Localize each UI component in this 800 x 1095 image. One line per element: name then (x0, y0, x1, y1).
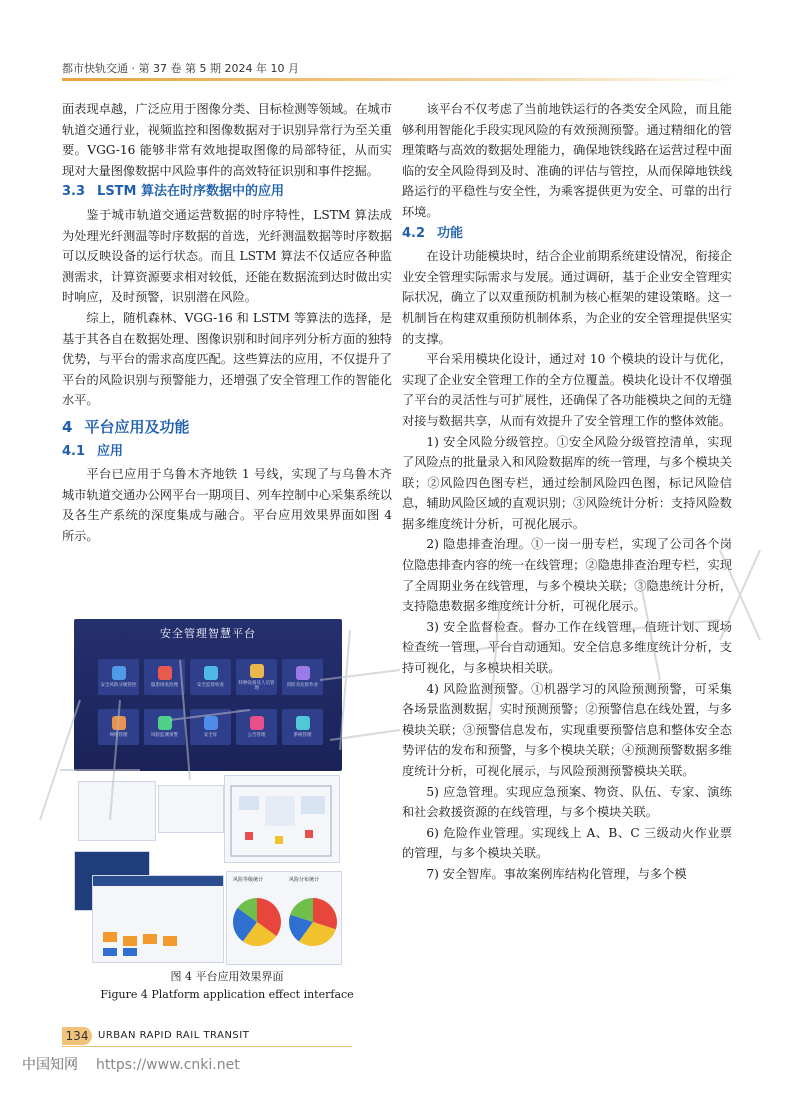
module-icon (204, 666, 218, 680)
list-item: 5) 应急管理。实现应急预案、物资、队伍、专家、演练和社会救援资源的在线管理，与多个模块关联。 (402, 784, 732, 820)
module-label: 安全风险分级管控 (100, 683, 137, 688)
module-icon (250, 664, 264, 678)
screenshot-table (92, 875, 224, 963)
running-header: 都市快轨交通 · 第 37 卷 第 5 期 2024 年 10 月 (62, 62, 299, 75)
paragraph: 综上，随机森林、VGG-16 和 LSTM 等算法的选择，是基于其各自在数据处理、图像识别和时间序列分析方面的独特优势，与平台的需求高度匹配。这些算法的应用，不仅提升了平台的风险识别与预警能力，还增强了安全管理工作的智能化水平。 (62, 310, 392, 408)
floorplan-graphic (225, 776, 339, 862)
site-name: 中国知网 (22, 1057, 78, 1073)
module-icon (158, 666, 172, 680)
module-icon (204, 716, 218, 730)
page-number: 134 (62, 1027, 92, 1045)
section-heading-4-1: 4.1 应用 (62, 443, 124, 459)
header-rule (62, 78, 738, 81)
list-item: 1) 安全风险分级管控。①安全风险分级管控清单，实现了风险点的批量录入和风险数据库的统一管理，与多个模块关联；②风险四色图专栏，通过绘制风险四色图，标记风险信息，辅助风险区域的直观识别；③风险统计分析：支持风险数据多维度统计分析，可视化展示。 (402, 434, 732, 531)
module-label: 网络管理 (109, 733, 128, 738)
section-heading-4-2: 4.2 功能 (402, 225, 464, 241)
right-column (402, 99, 732, 885)
module-tile[interactable] (98, 709, 139, 745)
module-tile[interactable] (282, 709, 323, 745)
module-icon (112, 716, 126, 730)
module-label: 特种设备及人员管理 (238, 680, 275, 691)
module-label: 安全库 (203, 733, 218, 738)
figure-4 (74, 619, 342, 964)
platform-dashboard-screenshot (74, 619, 342, 771)
module-tile[interactable] (144, 709, 185, 745)
module-tile[interactable] (236, 709, 277, 745)
section-heading-4: 4 平台应用及功能 (62, 417, 190, 436)
section-heading-3-3: 3.3 LSTM 算法在时序数据中的应用 (62, 184, 285, 200)
cnki-footer (22, 1054, 240, 1074)
journal-name-en: URBAN RAPID RAIL TRANSIT (98, 1030, 250, 1041)
footer-rule (62, 1046, 352, 1047)
paragraph: 在设计功能模块时，结合企业前期系统建设情况，衔接企业安全管理实际需求与发展。通过调研，基于企业安全管理实际状况，确立了以双重预防机制为核心框架的建设策略。这一机制旨在构建双重预防机制体系，为企业的安全管理提供坚实的支撑。 (402, 249, 732, 346)
paragraph: 面表现卓越，广泛应用于图像分类、目标检测等领域。在城市轨道交通行业，视频监控和图像数据对于识别异常行为至关重要。VGG-16 能够非常有效地提取图像的局部特征，从而实现对大量图像数据中风险事件的高效特征识别和事件挖掘。 (62, 102, 392, 178)
module-tile[interactable] (190, 709, 231, 745)
figure-caption-en: Figure 4 Platform application effect interface (100, 988, 354, 1001)
dashboard-title: 安全管理智慧平台 (160, 627, 256, 640)
module-label: 风险监测预警 (151, 733, 178, 738)
module-label: 系统管理 (293, 733, 312, 738)
paragraph: 平台已应用于乌鲁木齐地铁 1 号线，实现了与乌鲁木齐城市轨道交通办公网平台一期项目、列车控制中心采集系统以及各生产系统的深度集成与融合。平台应用效果界面如图 4 所示。 (62, 467, 392, 543)
list-item: 4) 风险监测预警。①机器学习的风险预测预警，可采集各场景监测数据，实时预测预警；②预警信息在线处置，与多模块关联；③预警信息发布，实现重要预警信息和整体安全态势评估的发布和预警，与多个模块关联；④预测预警数据多维度统计分析，可视化展示，与风险预测预警模块关联。 (402, 681, 732, 778)
screenshot-login (78, 781, 156, 841)
screenshot-list (158, 785, 224, 833)
screenshot-pie-charts: 风险等级统计 风险分布统计 (226, 871, 342, 965)
paragraph: 鉴于城市轨道交通运营数据的时序特性，LSTM 算法成为处理光纤测温等时序数据的首选，光纤测温数据等时序数据可以反映设备的运行状态。而且 LSTM 算法不仅适应各种监测需求，计算资源要求相对较低，还能在数据流到达时做出实时响应，及时预警，识别潜在风险。 (62, 207, 392, 305)
platform-detail-screenshots (74, 775, 342, 965)
paragraph: 平台采用模块化设计，通过对 10 个模块的设计与优化，实现了企业安全管理工作的全方位覆盖。模块化设计不仅增强了平台的灵活性与可扩展性，还确保了各功能模块之间的无缝对接与数据共享，从而有效提升了安全管理工作的整体效能。 (402, 352, 732, 428)
left-column (62, 99, 392, 546)
screenshot-floorplan (224, 775, 340, 863)
module-tile[interactable] (98, 659, 139, 695)
pie-charts (227, 872, 341, 964)
module-icon (112, 666, 126, 680)
module-tile[interactable] (282, 659, 323, 695)
figure-caption-cn: 图 4 平台应用效果界面 (170, 970, 284, 983)
page-footer (62, 1027, 362, 1045)
list-item: 3) 安全监督检查。督办工作在线管理，值班计划、现场检查统一管理，平台自动通知。安全信息多维度统计分析，支持可视化，与多模块相关联。 (402, 619, 732, 676)
module-icon (296, 666, 310, 680)
list-item: 6) 危险作业管理。实现线上 A、B、C 三级动火作业票的管理，与多个模块关联。 (402, 825, 732, 861)
module-tile[interactable] (190, 659, 231, 695)
bar-graphic (93, 876, 223, 962)
module-label: 安全监督检查 (197, 683, 224, 688)
module-icon (158, 716, 172, 730)
module-tile[interactable] (144, 659, 185, 695)
module-label: 消防及危险作业 (286, 683, 319, 688)
paragraph: 该平台不仅考虑了当前地铁运行的各类安全风险，而且能够利用智能化手段实现风险的有效预测预警。通过精细化的管理策略与高效的数据处理能力，确保地铁线路在运营过程中面临的安全风险得到及时、准确的评估与管控，从而保障地铁线路运行的平稳性与安全性，为乘客提供更为安全、可靠的出行环境。 (402, 102, 732, 219)
module-label: 隐患排查治理 (151, 683, 178, 688)
module-icon (250, 716, 264, 730)
list-item: 2) 隐患排查治理。①一岗一册专栏，实现了公司各个岗位隐患排查内容的统一在线管理；②隐患排查治理专栏，实现了全周期业务在线管理，与多个模块关联；③隐患统计分析，支持隐患数据多维度统计分析，可视化展示。 (402, 537, 732, 614)
list-item: 7) 安全智库。事故案例库结构化管理，与多个模 (426, 866, 687, 881)
module-tile[interactable] (236, 659, 277, 695)
site-url[interactable]: https://www.cnki.net (96, 1057, 240, 1073)
module-label: 公告管理 (247, 733, 266, 738)
module-icon (296, 716, 310, 730)
